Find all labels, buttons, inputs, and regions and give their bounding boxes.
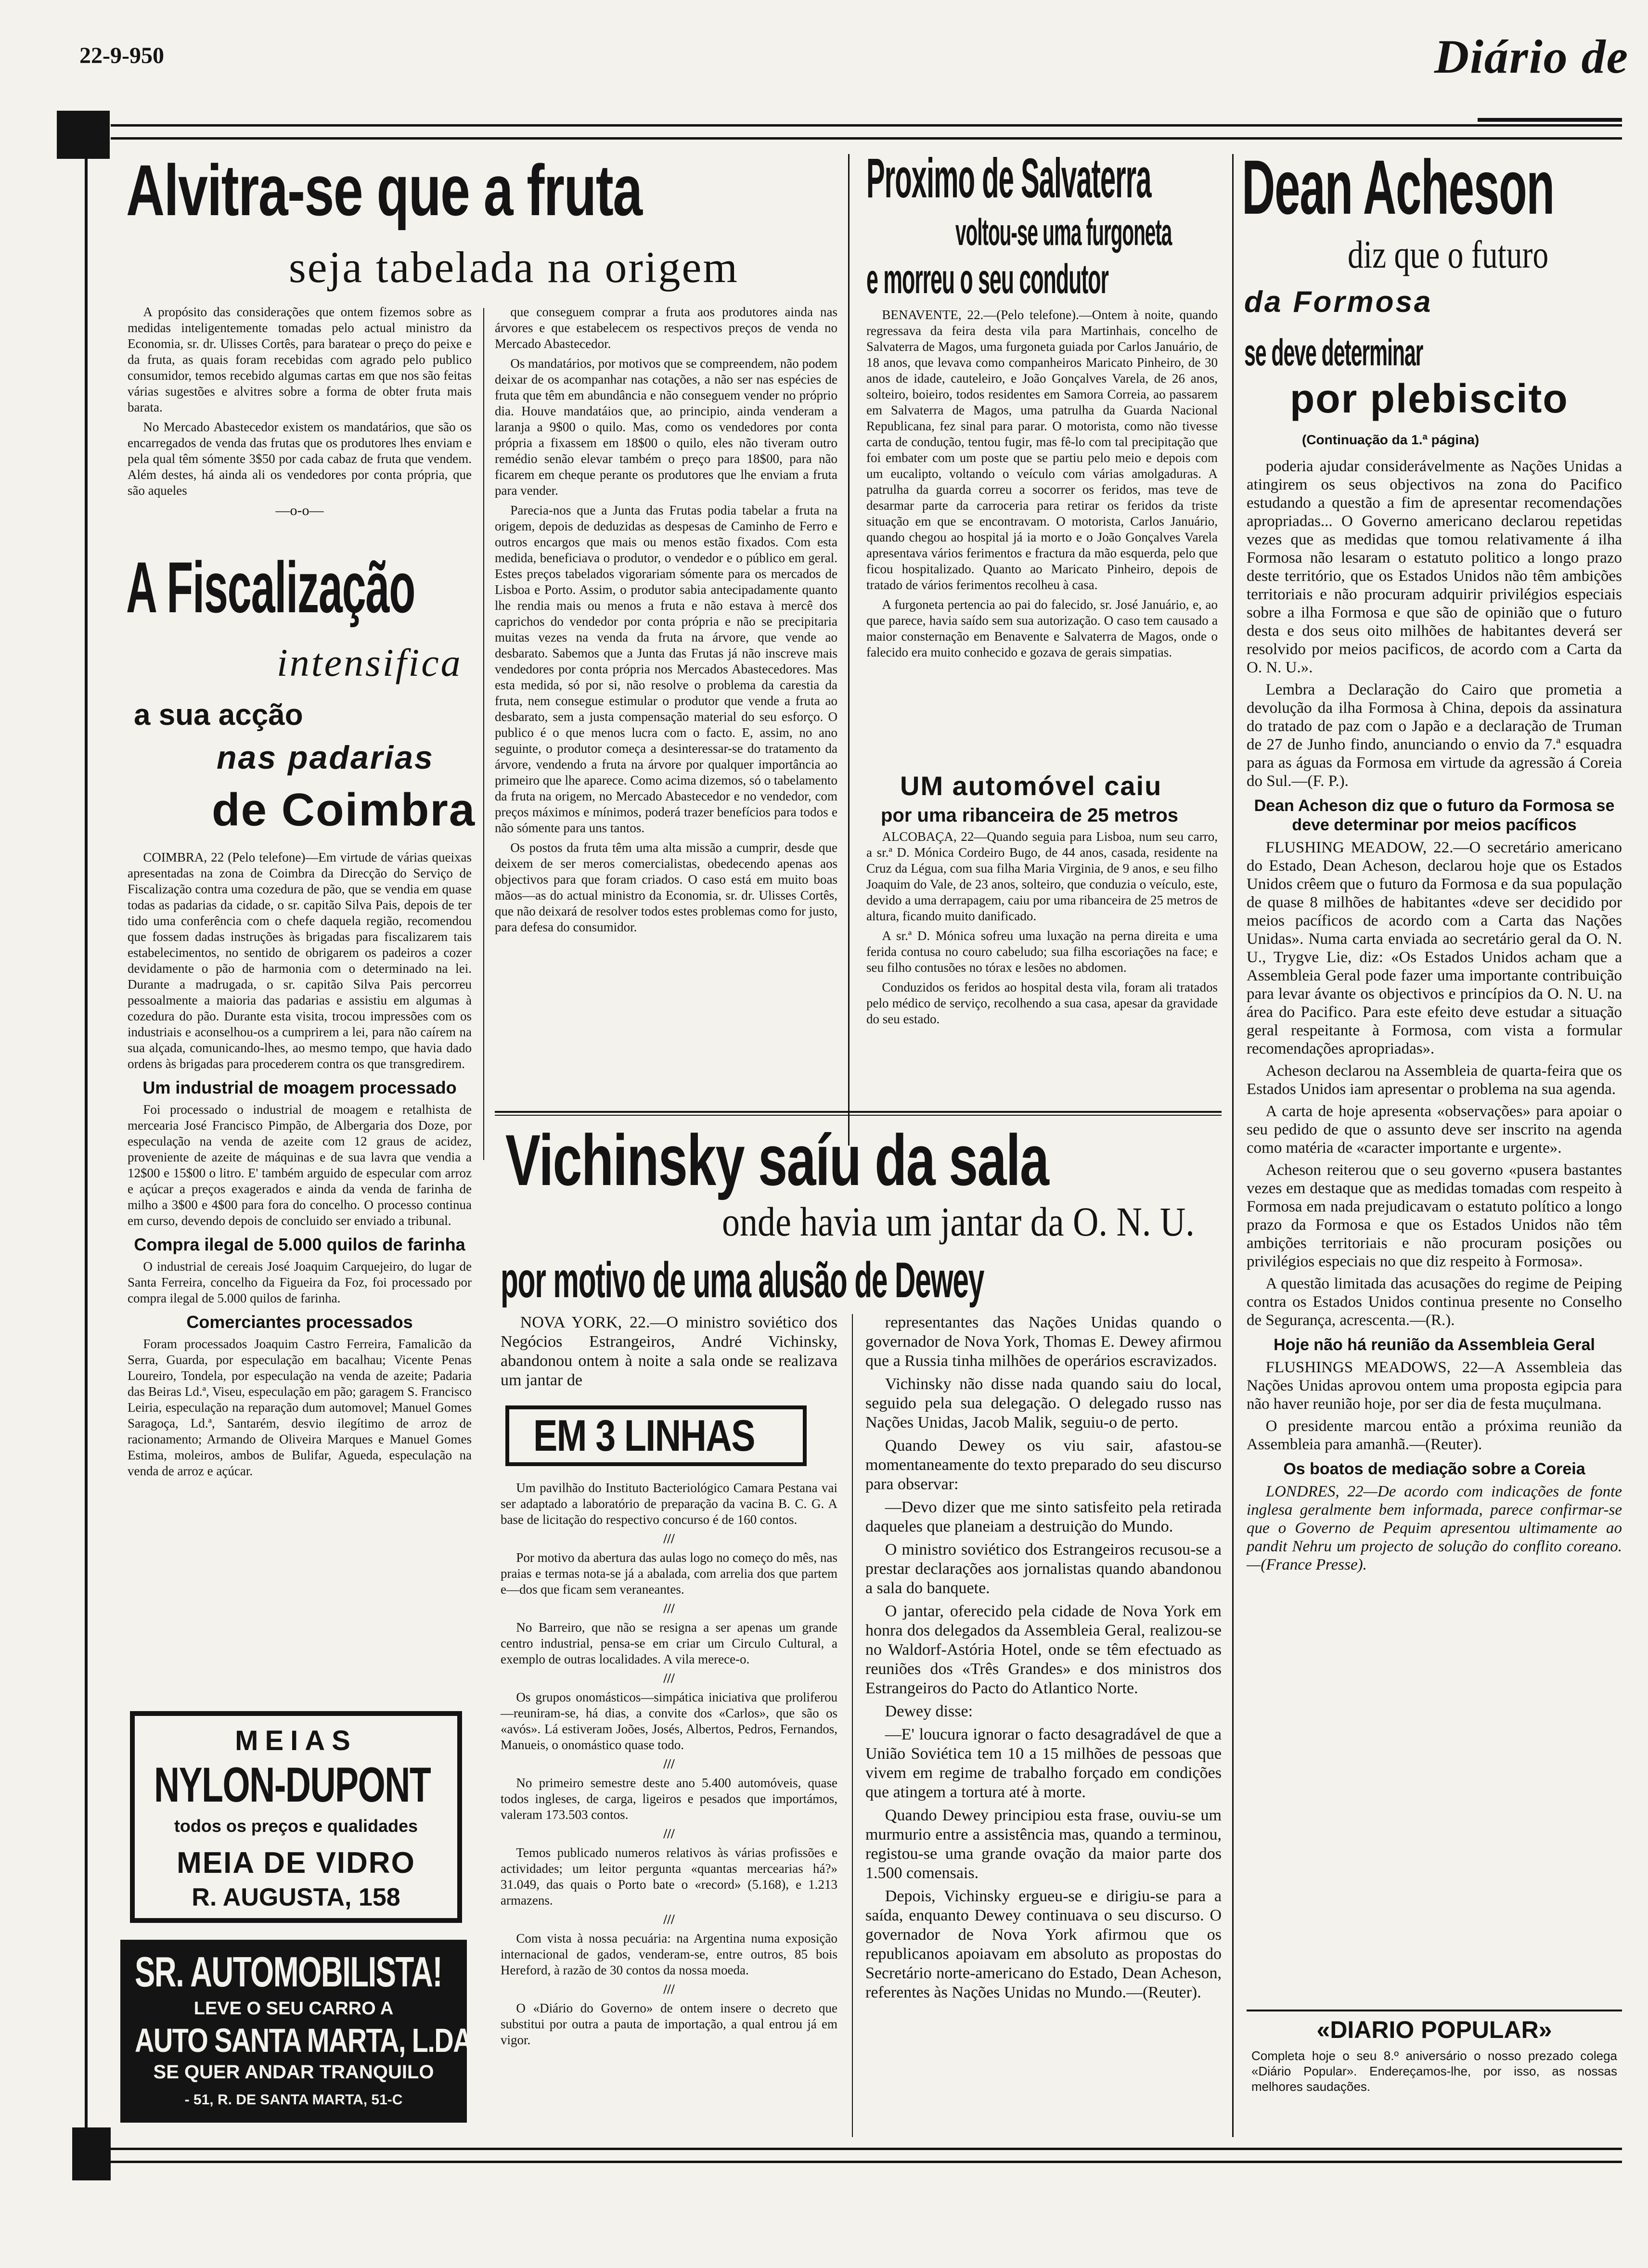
fiscal-subhead: Comerciantes processados: [186, 1312, 413, 1332]
ad-auto-l3: AUTO SANTA MARTA, L.DA: [135, 2022, 472, 2059]
vichinsky-para: O jantar, oferecido pela cidade de Nova York em honra dos delegados da Assembleia Geral, realizou-se no Waldorf-Astória Hotel, onde se têm efectuado as reuniões dos «Três Grandes» e dos ministros dos Estrangeiros do Pacto do Atlantico Norte.: [865, 1602, 1222, 1697]
em-3-linhas-sep: ///: [663, 1601, 675, 1616]
vichinsky-top-rule: [495, 1111, 1222, 1113]
fiscal-headline-4: nas padarias: [217, 739, 434, 776]
ad-meias: [130, 1711, 462, 1923]
vichinsky-para: NOVA YORK, 22.—O ministro soviético dos Negócios Estrangeiros, André Vichinsky, abandonou ontem à noite a sala onde se realizava um jantar de: [501, 1314, 837, 1389]
salvaterra-headline: Proximo de Salvaterra: [866, 147, 1151, 209]
em-3-linhas-item: No primeiro semestre deste ano 5.400 automóveis, quase todos ingleses, de carga, ligeiros e pesados que importámos, valeram 173.503 contos.: [501, 1776, 837, 1822]
acheson-continuation: (Continuação da 1.ª página): [1302, 432, 1480, 447]
col-sep-1: [848, 154, 850, 1146]
fiscal-para: Foi processado o industrial de moagem e retalhista de mercearia José Francisco Pimpão, de Albergaria dos Doze, por especulação na venda de azeite com 12 graus de acidez, proveniente de azeite de máquinas e de sua lavra que vendia a 12$00 e 15$00 o litro. E' também arguido de especular com arroz e açúcar a preços exagerados e ainda da venda de farinha de milho a 3$00 e 4$00 para fora do concelho. O processo continua em curso, devendo depois de concluido ser enviado a tribunal.: [128, 1102, 472, 1228]
ad-auto-l4: SE QUER ANDAR TRANQUILO: [153, 2062, 434, 2083]
vichinsky-headline: Vichinsky saíu da sala: [505, 1120, 1049, 1200]
acheson-para: FLUSHINGS MEADOWS, 22—A Assembleia das Nações Unidas aprovou ontem uma proposta egipcia para não haver reunião hoje, por ser dia de festa muçulmana.: [1247, 1359, 1622, 1413]
top-rule: [111, 124, 1622, 140]
fruta-col2-para: Os postos da fruta têm uma alta missão a cumprir, desde que deixem de ser meros comercialistas, obedecendo apenas aos objectivos para que foram criados. O caso está em muito boas mãos—as do actual ministro da Economia, sr. dr. Ulisses Cortês, que não deixará de resolver todos estes problemas como for justo, para defesa do consumidor.: [495, 840, 837, 934]
ad-meias-l5: R. AUGUSTA, 158: [192, 1883, 400, 1911]
ad-meias-l3: todos os preços e qualidades: [174, 1816, 418, 1836]
ad-auto: [120, 1940, 472, 2123]
automovel-headline: UM automóvel caiu: [900, 771, 1162, 801]
acheson-body: [1247, 457, 1622, 1578]
em-3-linhas-item: Com vista à nossa pecuária: na Argentina numa exposição internacional de gados, venderam-se, entre outros, 85 bois Hereford, à razão de 30 contos da nossa moeda.: [501, 1931, 837, 1977]
fruta-headline: Alvitra-se que a fruta: [126, 150, 642, 231]
page-date: 22-9-950: [79, 43, 164, 68]
em-3-linhas-item: O «Diário do Governo» de ontem insere o decreto que substitui por outra a pauta de importação, a qual entrou já em vigor.: [501, 2001, 837, 2047]
automovel-para: ALCOBAÇA, 22—Quando seguia para Lisboa, num seu carro, a sr.ª D. Mónica Cordeiro Bugo, de 44 anos, casada, residente na Cruz da Légua, com sua filha Maria Virginia, de 9 anos, e seu filho Joaquim do Vale, de 23 anos, solteiro, que conduzia o veículo, este, devido a uma derrapagem, caiu por uma ribanceira de 25 metros de altura, ficando muito danificado.: [866, 829, 1218, 923]
fiscal-para: COIMBRA, 22 (Pelo telefone)—Em virtude de várias queixas apresentadas na zona de Coimbra da Direcção do Serviço de Fiscalização contra uma cozedura de pão, que se vendia em quase todas as padarias da cidade, o sr. capitão Silva Pais, depois de ter tido uma conferência com o chefe daquela região, recomendou que fossem dadas instruções às brigadas para fiscalizarem tais estabelecimentos, no sentido de obrigarem os padeiros a cozer devidamente o pão de harmonia com o determinado na lei. Durante a madrugada, o sr. capitão Silva Pais percorreu pessoalmente a maioria das padarias e assistiu em algumas à cozedura do pão. Durante esta visita, trocou impressões com os industriais e aconselhou-os a cumprirem a lei, para não caírem na sua alçada, comunicando-lhes, ao mesmo tempo, que havia dado ordens às brigadas para procederem contra os que transgredirem.: [128, 850, 472, 1071]
acheson-para: Acheson declarou na Assembleia de quarta-feira que os Estados Unidos iam apresentar o problema na sua agenda.: [1247, 1062, 1622, 1098]
vichinsky-para: representantes das Nações Unidas quando o governador de Nova York, Thomas E. Dewey afirmou que a Russia tinha milhões de operários escravizados.: [865, 1314, 1222, 1370]
vichinsky-para: Quando Dewey principiou esta frase, ouviu-se um murmurio entre a assistência mas, quando a terminou, registou-se uma grande ovação da maior parte dos 1.500 comensais.: [865, 1806, 1222, 1882]
fiscal-headline-5: de Coimbra: [212, 784, 476, 836]
vichinsky-col-1: [501, 1313, 837, 1394]
vichinsky-para: —Devo dizer que me sinto satisfeito pela retirada daqueles que planeiam a destruição do Mundo.: [865, 1498, 1222, 1535]
fiscal-headline-3: a sua acção: [134, 698, 303, 732]
fruta-col-divider: [483, 308, 484, 1160]
acheson-para: O presidente marcou então a próxima reunião da Assembleia para amanhã.—(Reuter).: [1247, 1418, 1622, 1453]
vichinsky-subhead: onde havia um jantar da O. N. U.: [722, 1198, 1195, 1245]
acheson-headline: Dean Acheson: [1242, 144, 1554, 230]
vichinsky-col-2: [865, 1313, 1222, 2006]
vichinsky-col-divider: [852, 1314, 853, 2137]
fruta-col2-para: Parecia-nos que a Junta das Frutas podia tabelar a fruta na origem, depois de deduzidas as despesas de Caminho de Ferro e outros encargos que mais ou menos estão fixados. Com esta medida, beneficiava o produtor, o vendedor e o público em geral. Estes preços tabelados vigorariam sómente para os mercados de Lisboa e Porto. Assim, o produtor sabia antecipadamente quanto lhe rendia mais ou menos a fruta e não estava à mercê dos caprichos do vendedor por conta própria e não se precipitaria muitas vezes na venda da fruta na árvore, que vende ao desbarato. Sabemos que a Junta das Frutas já não inscreve mais vendedores por conta própria nos Mercados Abastecedores. Mas esta medida, só por si, não resolve o problema da carestia da fruta, nem consegue estimular o produtor que vende a fruta ao desbarato, sem a justa compensação material do seu esforço. O publico é o que menos lucra com o facto. E, assim, no ano seguinte, o produtor começa a desinteressar-se do tratamento da árvore, vendendo a fruta na árvore por qualquer importância ao primeiro que lhe aparece. Como acima dizemos, só o tabelamento da fruta na origem, no Mercado Abastecedor e no vendedor, com preços máximos e mínimos, poderá trazer benefícios para todos e não sómente para uns tantos.: [495, 503, 837, 835]
fruta-col2-para: que conseguem comprar a fruta aos produtores ainda nas árvores e que estabelecem os respectivos preços de venda no Mercado Abastecedor.: [495, 305, 837, 351]
acheson-para: FLUSHING MEADOW, 22.—O secretário americano do Estado, Dean Acheson, declarou hoje que os Estados Unidos crêem que o futuro da Formosa e da sua população de quase 8 milhões de habitantes «deve ser decidido por meios pacíficos de acordo com a Carta das Nações Unidas». Numa carta enviada ao secretário geral da O. N. U., Trygve Lie, diz: «Os Estados Unidos acham que a Assembleia Geral pode fazer uma importante contribuição para levar ávante os objectivos e princípios da O. N. U. na área do Pacifico. Para este efeito deve estudar a situação geral respeitante à Formosa, com vista a formular recomendações apropriadas».: [1247, 839, 1622, 1057]
acheson-para: LONDRES, 22—De acordo com indicações de fonte inglesa geralmente bem informada, parece confirmar-se que o Governo de Pequim apresentou ultimamente ao pandit Nehru um projecto de solução do conflito coreano.—(France Presse).: [1247, 1483, 1622, 1573]
automovel-para: A sr.ª D. Mónica sofreu uma luxação na perna direita e uma ferida contusa no couro cabeludo; sua filha escoriações na face; e seu filho contusões no tórax e lesões no abdomen.: [866, 928, 1218, 975]
acheson-para: A carta de hoje apresenta «observações» para apoiar o seu pedido de que o assunto deve ser inscrito na agenda como matéria de «caracter importante e urgente».: [1247, 1103, 1622, 1157]
salvaterra-headline-3: e morreu o seu condutor: [866, 256, 1108, 302]
acheson-para: A questão limitada das acusações do regime de Peiping contra os Estados Unidos continua presente no Conselho de Segurança, acrescenta.—(R.).: [1247, 1275, 1622, 1329]
automovel-body: [866, 829, 1218, 1031]
fiscal-headline: A Fiscalização: [126, 547, 415, 628]
fiscal-subhead: Um industrial de moagem processado: [142, 1078, 457, 1097]
em-3-linhas-item: Temos publicado numeros relativos às várias profissões e actividades; um leitor pergunta «quantas mercearias há?» 31.049, das quais o Porto bate o «record» (5.168), e 1.213 armazens.: [501, 1845, 837, 1907]
left-vertical-rule: [85, 159, 88, 2132]
acheson-subhead: Dean Acheson diz que o futuro da Formosa se deve determinar por meios pacíficos: [1254, 797, 1615, 834]
acheson-headline-4: se deve determinar: [1244, 331, 1423, 374]
corner-mark-top: [57, 111, 110, 159]
em-3-linhas-sep: ///: [663, 1982, 675, 1997]
salvaterra-para: BENAVENTE, 22.—(Pelo telefone).—Ontem à noite, quando regressava da feira desta vila para Martinhais, concelho de Salvaterra de Magos, uma furgoneta guiada por Carlos Januário, de 18 anos, que levava como companheiros Maricato Pinheiro, de 30 anos de idade, cauteleiro, e João Gonçalves Varela, de 26 anos, solteiro, boieiro, todos residentes em Samora Correia, ao passarem em Salvaterra de Magos, uma patrulha da Guarda Nacional Republicana, fez sinal para parar. O motorista, como não tivesse carta de condução, tentou fugir, mas fê-lo com tal precipitação que foi embater com um poste que se partiu pelo meio e depois com um eucalipto, voltando o veículo com várias amolgaduras. A patrulha da guarda correu a socorrer os feridos, mas teve de desarmar parte da carroceria para retirar os feridos da triste situação em que se encontravam. O motorista, Carlos Januário, quando chegou ao hospital já ia morto e o João Gonçalves Varela apresentava vários ferimentos e fractura da mão esquerda, pelo que ficou hospitalizado. Quanto ao Maricato Pinheiro, depois de tratado de vários ferimentos recolheu à casa.: [866, 308, 1218, 592]
vichinsky-para: Vichinsky não disse nada quando saiu do local, seguido pela sua delegação. O delegado russo nas Nações Unidas, Jacob Malik, seguiu-o de perto.: [865, 1375, 1222, 1431]
acheson-subhead: Hoje não há reunião da Assembleia Geral: [1274, 1336, 1595, 1354]
ad-meias-l2: NYLON-DUPONT: [154, 1757, 431, 1812]
diario-popular-rule: [1247, 2010, 1622, 2011]
fruta-col2-para: Os mandatários, por motivos que se compreendem, não podem deixar de os acompanhar nas cotações, a não ser nas espécies de fruta que têm em abundância e não conseguem vender no próprio dia. Houve mandatáios que, ao principio, ainda venderam a laranja a 9$00 o quilo. Mas, como os vendedores por conta própria a fixassem em 18$00 o quilo, eles não tiveram outro remédio senão elevar também o preço para 18$00, para não ficarem em cheque perante os produtores que lhe enviam a fruta para vender.: [495, 356, 837, 498]
ad-auto-l1: SR. AUTOMOBILISTA!: [135, 1948, 442, 1996]
em-3-linhas-sep: ///: [663, 1827, 675, 1842]
salvaterra-headline-2: voltou-se uma furgoneta: [955, 211, 1172, 253]
fruta-col-1: [128, 304, 472, 519]
diario-popular-text: Completa hoje o seu 8.º aniversário o nosso prezado colega «Diário Popular». Endereçamos-lhe, por isso, as nossas melhores saudações.: [1251, 2049, 1617, 2094]
acheson-para: Lembra a Declaração do Cairo que prometia a devolução da ilha Formosa à China, depois da assinatura do tratado de paz com o Japão e a declaração de Truman de 27 de Junho findo, anunciando o envio da 7.ª esquadra para as águas da Formosa em virtude da agressão á Coreia do Sul.—(F. P.).: [1247, 681, 1622, 790]
diario-popular-title: «DIARIO POPULAR»: [1316, 2016, 1552, 2043]
em-3-linhas-sep: ///: [663, 1532, 675, 1546]
vichinsky-top-rule-2: [495, 1115, 1222, 1116]
col-sep-2: [1232, 154, 1234, 2137]
newspaper-title: Diário de: [1434, 30, 1629, 83]
vichinsky-para: Dewey disse:: [885, 1702, 973, 1720]
em-3-linhas-badge: [505, 1405, 807, 1466]
ad-meias-l1: MEIAS: [235, 1725, 357, 1756]
acheson-headline-5: por plebiscito: [1290, 376, 1569, 421]
em-3-linhas-item: Os grupos onomásticos—simpática iniciativa que proliferou—reuniram-se, há dias, a convite dos «Carlos», que são os «avós». Lá estiveram Joões, Josés, Albertos, Pedros, Fernandos, Manueis, o onomástico quase todo.: [501, 1690, 837, 1752]
fiscal-headline-2: intensifica: [277, 641, 463, 684]
ad-auto-l2: LEVE O SEU CARRO A: [193, 1998, 394, 2019]
vichinsky-para: Quando Dewey os viu sair, afastou-se momentaneamente do texto preparado do seu discurso para observar:: [865, 1437, 1222, 1493]
em-3-linhas-item: Por motivo da abertura das aulas logo no começo do mês, nas praias e termas nota-se já a abalada, com arrelia dos que partem e—dos que ficam sem veraneantes.: [501, 1550, 837, 1597]
em-3-linhas-item: No Barreiro, que não se resigna a ser apenas um grande centro industrial, pensa-se em criar um Circulo Cultural, a exemplo de outras localidades. A vila merece-o.: [501, 1620, 837, 1666]
fruta-separator: —o-o—: [275, 503, 324, 518]
acheson-para: Acheson reiterou que o seu governo «pusera bastantes vezes em destaque que as medidas tomadas com respeito à Formosa em nada prejudicavam o estatuto político a longo prazo da Formosa e que os Estados Unidos não têm ambições territoriais e não procuram posições ou privilégios especiais no que diz respeito à Formosa».: [1247, 1161, 1622, 1270]
em-3-linhas-sep: ///: [663, 1912, 675, 1927]
ad-meias-l4: MEIA DE VIDRO: [177, 1846, 415, 1880]
acheson-subhead: Os boatos de mediação sobre a Coreia: [1283, 1460, 1585, 1478]
vichinsky-headline-3: por motivo de uma alusão de Dewey: [501, 1252, 984, 1308]
em-3-linhas-body: [501, 1480, 837, 2052]
fruta-col-2: [495, 304, 837, 939]
fiscal-body: [128, 850, 472, 1483]
acheson-para: poderia ajudar considerávelmente as Nações Unidas a atingirem os seus objectivos na zona do Pacifico estudando a questão a fim de apresentar recomendações apropriadas... O Governo americano declarou repetidas vezes que as medidas que tomou relativamente á ilha Formosa não lesaram o estatuto politico a longo prazo deste território, que os Estados Unidos não têm ambições territoriais e não procuram adquirir privilégios especiais sobre a ilha Formosa e que são de opinião que o futuro desta e dos seus oito milhões de habitantes deverá ser resolvido por meios pacificos, de acordo com a Carta da O. N. U.».: [1247, 458, 1622, 676]
corner-mark-bottom: [72, 2127, 111, 2180]
ad-auto-l5: - 51, R. DE SANTA MARTA, 51-C: [184, 2092, 403, 2108]
bottom-rule: [111, 2148, 1622, 2163]
fiscal-para: Foram processados Joaquim Castro Ferreira, Famalicão da Serra, Guarda, por especulação em bacalhau; Vicente Penas Loureiro, Tondela, por especulação na venda de azeite; Padaria das Beiras Ld.ª, Viseu, especulação em pão; garagem S. Francisco Leiria, especulação na reparação dum automovel; Manuel Gomes Saragoça, Ld.ª, Santarém, desvio ilegítimo de arroz de racionamento; Armando de Oliveira Marques e Manuel Gomes Estima, moleiros, ambos de Bulifar, Agueda, especulação na venda de arroz e açúcar.: [128, 1337, 472, 1478]
fruta-col1-para: No Mercado Abastecedor existem os mandatários, que são os encarregados de venda das frutas que os produtores lhes enviam e pela qual têm sómente 3$50 por cada cabaz de fruta que vendem. Além destes, há ainda ali os vendedores por conta própria, que são aqueles: [128, 420, 472, 498]
vichinsky-para: Depois, Vichinsky ergueu-se e dirigiu-se para a saída, enquanto Dewey continuava o seu discurso. O governador de Nova York afirmou que os republicanos apoiavam em absoluto as propostas do Secretário norte-americano do Estado, Dean Acheson, referentes às Nações Unidas no Mundo.—(Reuter).: [865, 1887, 1222, 2001]
em-3-linhas-title: EM 3 LINHAS: [533, 1411, 755, 1460]
automovel-subhead: por uma ribanceira de 25 metros: [881, 805, 1179, 826]
em-3-linhas-item: Um pavilhão do Instituto Bacteriológico Camara Pestana vai ser adaptado a laboratório de preparação da vacina B. C. G. A base de licitação do respectivo concurso é de 160 contos.: [501, 1481, 837, 1527]
fiscal-para: O industrial de cereais José Joaquim Carquejeiro, do lugar de Santa Ferreira, concelho da Figueira da Foz, foi processado por compra ilegal de 5.000 quilos de farinha.: [128, 1259, 472, 1305]
salvaterra-para: A furgoneta pertencia ao pai do falecido, sr. José Januário, e, ao que parece, havia saído sem sua autorização. O caso tem causado a maior consternação em Benavente e Salvaterra de Magos, onde o falecido era muito conhecido e gozava de gerais simpatias.: [866, 597, 1218, 659]
em-3-linhas-sep: ///: [663, 1671, 675, 1686]
acheson-headline-2: diz que o futuro: [1348, 232, 1549, 276]
vichinsky-para: —E' loucura ignorar o facto desagradável de que a União Soviética tem 10 a 15 milhões de pessoas que vivem em regime de trabalho forçado em condições que atingem a tortura até à morte.: [865, 1726, 1222, 1801]
automovel-para: Conduzidos os feridos ao hospital desta vila, foram ali tratados pelo médico de serviço, recolhendo a sua casa, apesar da gravidade do seu estado.: [866, 980, 1218, 1026]
fruta-col1-para: A propósito das considerações que ontem fizemos sobre as medidas inteligentemente tomadas pelo actual ministro da Economia, sr. dr. Ulisses Cortês, para baratear o preço do peixe e da fruta, as quais foram recebidas com agrado pelo publico consumidor, temos recebido algumas cartas em que nos são feitas várias sugestões e alvitres sobre a forma de obter fruta mais barata.: [128, 305, 472, 414]
acheson-headline-3: da Formosa: [1244, 285, 1433, 319]
vichinsky-para: O ministro soviético dos Estrangeiros recusou-se a prestar declarações aos jornalistas quando abandonou a sala do banquete.: [865, 1541, 1222, 1597]
fiscal-subhead: Compra ilegal de 5.000 quilos de farinha: [134, 1235, 465, 1254]
salvaterra-body: [866, 307, 1218, 664]
em-3-linhas-sep: ///: [663, 1757, 675, 1772]
top-rule-right: [1478, 118, 1622, 122]
fruta-subhead: seja tabelada na origem: [289, 243, 739, 292]
